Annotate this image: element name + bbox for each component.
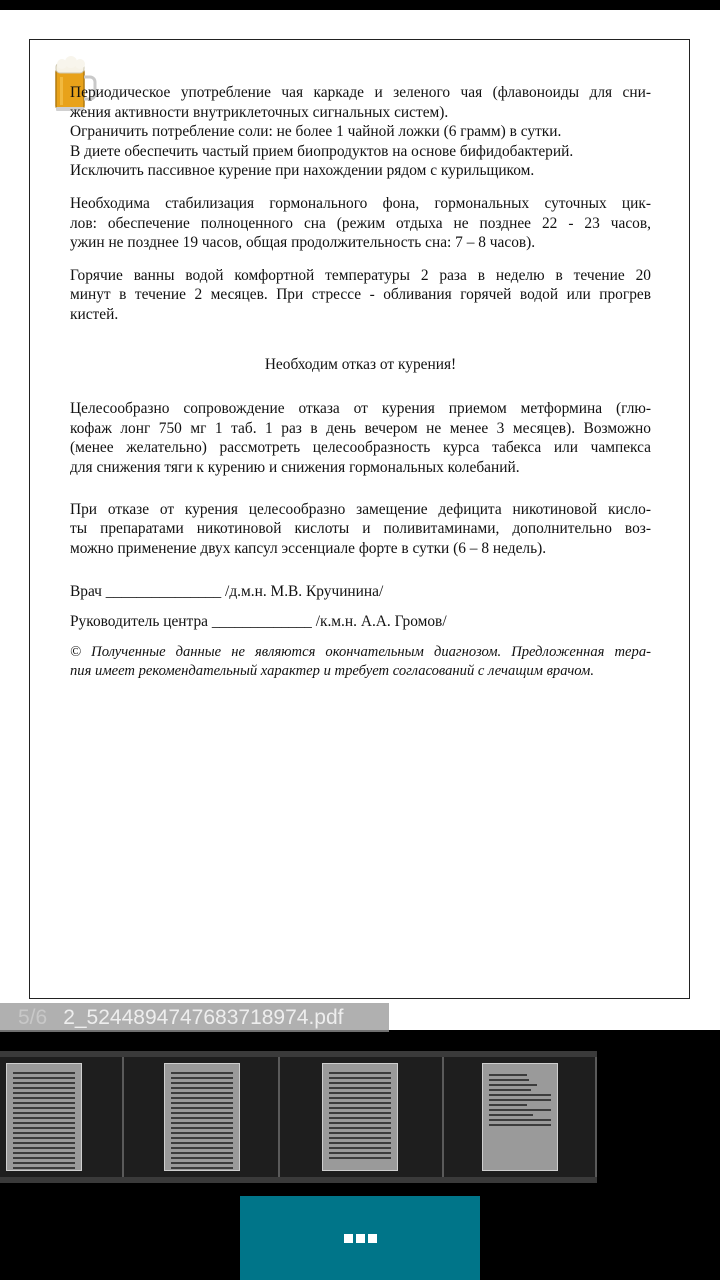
thumbnail-page-2[interactable] — [124, 1057, 280, 1177]
thumbnail-preview — [6, 1063, 82, 1171]
status-bar — [0, 0, 720, 10]
thumbnail-page-3[interactable] — [280, 1057, 444, 1177]
text-line: минут в течение 2 месяцев. При стрессе - обливания горячей водой или прогрев — [70, 286, 651, 304]
file-name: 2_5244894747683718974.pdf — [63, 1006, 344, 1029]
text-line: пия имеет рекомендательный характер и требует согласований с лечащим врачом. — [70, 663, 594, 680]
text-line: Ограничить потребление соли: не более 1 чайной ложки (6 грамм) в сутки. — [70, 123, 562, 141]
text-line: для снижения тяги к курению и снижения гормональных колебаний. — [70, 458, 520, 476]
page-indicator-badge — [0, 1003, 389, 1032]
menu-button[interactable] — [240, 1196, 480, 1280]
thumbnail-preview — [482, 1063, 558, 1171]
text-line: Горячие ванны водой комфортной температуры 2 раза в неделю в течение 20 — [70, 266, 651, 284]
pdf-page[interactable] — [29, 39, 690, 999]
thumbnail-page-4[interactable] — [444, 1057, 597, 1177]
text-line: кофаж лонг 750 мг 1 таб. 1 раз в день вечером не менее 3 месяцев). Возможно — [70, 419, 651, 437]
signature-head: Руководитель центра _____________ /к.м.н. А.А. Громов/ — [70, 612, 447, 630]
text-line: ужин не позднее 19 часов, общая продолжительность сна: 7 – 8 часов). — [70, 234, 536, 252]
text-line: Периодическое употребление чая каркаде и зеленого чая (флавоноиды для сни- — [70, 84, 651, 101]
section-heading: Необходим отказ от курения! — [264, 355, 457, 373]
text-line: Целесообразно сопровождение отказа от курения приемом метформина (глю- — [70, 400, 651, 418]
paragraph-hormones — [70, 194, 651, 253]
thumbnail-preview — [164, 1063, 240, 1171]
signature-doctor: Врач _______________ /д.м.н. М.В. Кручинина/ — [70, 583, 384, 601]
text-line: При отказе от курения целесообразно замещение дефицита никотиновой кисло- — [70, 500, 651, 518]
text-line: © Полученные данные не являются окончательным диагнозом. Предложенная тера- — [70, 644, 651, 661]
paragraph-baths — [70, 266, 651, 325]
text-line: Исключить пассивное курение при нахождении рядом с курильщиком. — [70, 162, 535, 180]
thumbnail-strip[interactable] — [0, 1051, 597, 1183]
more-dots-icon — [344, 1234, 377, 1243]
thumbnail-preview — [322, 1063, 398, 1171]
paragraph-diet — [70, 83, 651, 181]
thumbnail-page-1[interactable] — [0, 1057, 124, 1177]
document-text — [70, 83, 651, 694]
text-line: (менее желательно) рассмотреть целесообразность курса табекса или чампекса — [70, 439, 651, 457]
text-line: кистей. — [70, 305, 119, 323]
pdf-viewer[interactable] — [0, 10, 720, 1030]
page-number: 5/6 — [18, 1006, 48, 1029]
text-line: можно применение двух капсул эссенциале форте в сутки (6 – 8 недель). — [70, 539, 547, 557]
text-line: жения активности внутриклеточных сигнальных систем). — [70, 103, 449, 121]
paragraph-metformin — [70, 399, 651, 477]
text-line: лов: обеспечение полноценного сна (режим отдыха не позднее 22 - 23 часов, — [70, 214, 651, 232]
paragraph-nicotinic-acid — [70, 500, 651, 559]
text-line: ты препаратами никотиновой кислоты и поливитаминами, дополнительно воз- — [70, 520, 651, 538]
text-line: В диете обеспечить частый прием биопродуктов на основе бифидобактерий. — [70, 142, 574, 160]
text-line: Необходима стабилизация гормонального фона, гормональных суточных цик- — [70, 194, 651, 212]
disclaimer — [70, 643, 651, 681]
